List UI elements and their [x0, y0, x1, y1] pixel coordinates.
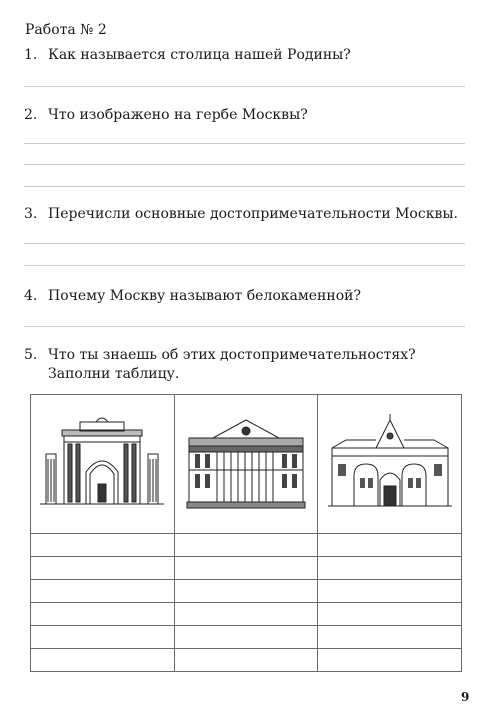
question-number: 1. [24, 47, 38, 63]
table-cell[interactable] [318, 603, 462, 626]
table-cell[interactable] [318, 534, 462, 557]
landmarks-table [30, 394, 462, 672]
table-row [31, 580, 462, 603]
question-1 [24, 46, 478, 65]
table-cell[interactable] [174, 580, 318, 603]
answer-line[interactable] [24, 243, 465, 244]
table-row [31, 603, 462, 626]
bolshoi-theatre-drawing [183, 414, 309, 514]
question-3 [24, 205, 478, 224]
answer-line[interactable] [24, 326, 465, 327]
answer-line[interactable] [24, 143, 465, 144]
table-cell[interactable] [31, 626, 175, 649]
table-cell[interactable] [31, 580, 175, 603]
question-number: 5. [24, 347, 38, 363]
question-number: 4. [24, 288, 38, 304]
page-title: Работа № 2 [25, 22, 107, 38]
answer-line[interactable] [24, 164, 465, 165]
answer-line[interactable] [24, 86, 465, 87]
question-number: 2. [24, 107, 38, 123]
table-cell[interactable] [318, 557, 462, 580]
table-cell[interactable] [174, 557, 318, 580]
question-text: Что изображено на гербе Москвы? [48, 107, 308, 123]
question-number: 3. [24, 206, 38, 222]
table-row [31, 557, 462, 580]
question-5 [24, 346, 468, 384]
table-cell[interactable] [318, 649, 462, 672]
illustration-row [31, 395, 462, 534]
question-2 [24, 106, 478, 125]
table-cell[interactable] [31, 649, 175, 672]
question-text: Перечисли основные достопримечательности Москвы. [48, 206, 458, 222]
question-4 [24, 287, 478, 306]
triumphal-arch-drawing [40, 414, 164, 514]
question-text: Почему Москву называют белокаменной? [48, 288, 361, 304]
table-row [31, 626, 462, 649]
table-row [31, 649, 462, 672]
question-text: Что ты знаешь об этих достопримечательностях? Заполни таблицу. [48, 347, 416, 382]
table-cell[interactable] [174, 603, 318, 626]
page-number: 9 [461, 690, 470, 704]
answer-line[interactable] [24, 265, 465, 266]
illustration-cell [174, 395, 318, 534]
illustration-cell [318, 395, 462, 534]
table-cell[interactable] [31, 603, 175, 626]
table-cell[interactable] [174, 649, 318, 672]
table-row [31, 534, 462, 557]
answer-line[interactable] [24, 186, 465, 187]
table-cell[interactable] [174, 534, 318, 557]
table-cell[interactable] [31, 534, 175, 557]
table-cell[interactable] [31, 557, 175, 580]
tretyakov-gallery-drawing [326, 414, 454, 514]
table-cell[interactable] [318, 580, 462, 603]
table-cell[interactable] [318, 626, 462, 649]
table-cell[interactable] [174, 626, 318, 649]
illustration-cell [31, 395, 175, 534]
question-text: Как называется столица нашей Родины? [48, 47, 351, 63]
